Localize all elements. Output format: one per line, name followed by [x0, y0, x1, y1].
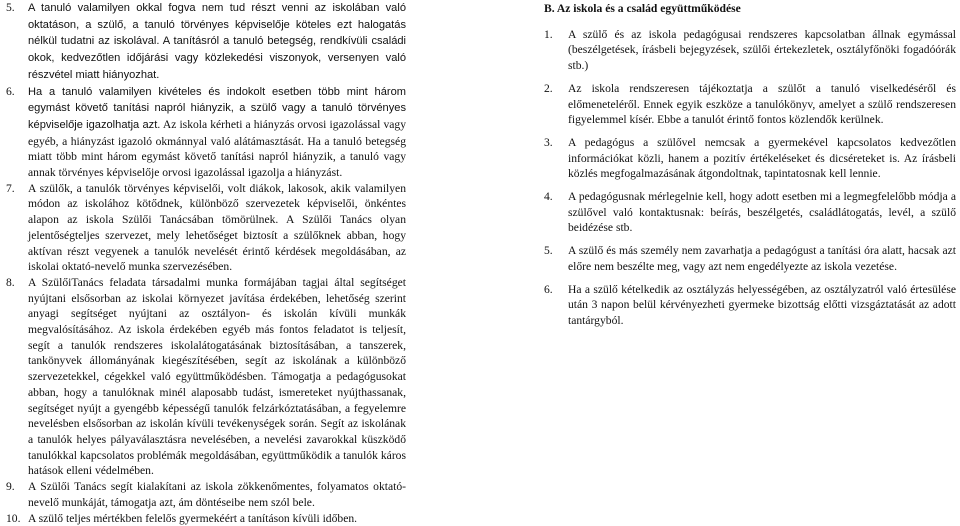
item-number: 5.: [544, 243, 568, 274]
list-item: [544, 27, 956, 74]
item-body: [28, 511, 406, 526]
item-text: Ha a tanuló valamilyen kivételes és indokolt esetben több mint három egymást követő tanítási napról hiányzik, a szülő vagy a tanuló törvényes képviselője igazolhatja azt.: [28, 86, 406, 131]
item-text: A szülő és más személy nem zavarhatja a pedagógust a tanítási óra alatt, hacsak azt előre nem beszélte meg, vagy azt nem engedélyezte az iskola vezetése.: [568, 243, 956, 274]
item-body: [28, 479, 406, 510]
item-number: 6.: [544, 282, 568, 329]
list-item: [6, 479, 406, 510]
list-item: [544, 135, 956, 182]
item-number: 2.: [544, 81, 568, 128]
item-number: 4.: [544, 189, 568, 236]
list-item: [6, 0, 406, 84]
item-text: A pedagógusnak mérlegelnie kell, hogy adott esetben mi a legmegfelelőbb módja a szülővel való kontaktusnak: beírás, beszélgetés, családlátogatás, levél, a szülő beidézése stb.: [568, 189, 956, 236]
item-text: A pedagógus a szülővel nemcsak a gyermekével kapcsolatos kedvezőtlen információkat közli, hanem a pozitív értékeléseket és dicséreteket is. Az írásbeli közlés megfogalmazásának átgondoltnak, tapintatosnak kell lennie.: [568, 135, 956, 182]
item-body: [28, 84, 406, 181]
item-number: 7.: [6, 181, 28, 275]
item-text: Az iskola kérheti a hiányzás orvosi igazolással vagy egyéb, a hiányzást igazoló okmánnyal való alátámasztását. Ha a tanuló betegség miatt több mint három egymást követő tanítási napról hiányzik, a tanuló vagy annak törvényes képviselője orvosi igazolással igazolja a hiányzást.: [28, 118, 406, 179]
item-number: 6.: [6, 84, 28, 181]
list-item: [6, 84, 406, 181]
list-item: [544, 189, 956, 236]
item-text: A tanuló valamilyen okkal fogva nem tud részt venni az iskolában való oktatáson, a szülő, a tanuló törvényes képviselője köteles ezt halogatás nélkül tudatni az iskolával. A tanításról a tanuló betegség, rendkívüli családi okok, kedvezőtlen időjárási vagy közlekedési viszonyok, versenyen való részvétel miatt hiányozhat.: [28, 2, 406, 81]
item-text: A SzülőiTanács feladata társadalmi munka formájában tagjai által segítséget nyújtani elsősorban az iskolai környezet javítása érdekében, lehetőség szerint anyagi segítséget nyújtani az osztályon- és iskolán kívüli munkák megvalósításához. Az iskola érdekében egyéb más fontos feladatot is teljesít, segít a tanulók rendszeres iskolalátogatásának biztosításában, a tanszerek, tankönyvek állományának kiegészítésében, segít az iskolának a különböző szervezetekkel, cégekkel való együttműködésben. Támogatja a pedagógusokat abban, hogy a tanulóknak minél alaposabb tudást, ismereteket nyújthassanak, segítséget nyújt a gyengébb képességű tanulók felzárkóztatásában, a fegyelemre nevelésben elsősorban az iskolán kívüli tevékenységek során. Segít az iskolának a tanulók helyes pályaválasztásra nevelésében, a nevelési zavarokkal küszködő tanulókkal kapcsolatos problémák megoldásában, együttműködik a tanulók káros hatások elleni védelmében.: [28, 276, 406, 477]
item-number: 10.: [6, 511, 28, 526]
list-item: [6, 181, 406, 275]
list-item: [6, 511, 406, 526]
item-number: 3.: [544, 135, 568, 182]
item-number: 9.: [6, 479, 28, 510]
list-item: [544, 243, 956, 274]
list-item: [6, 275, 406, 479]
item-number: 1.: [544, 27, 568, 74]
left-column: [6, 0, 406, 526]
item-number: 8.: [6, 275, 28, 479]
item-body: [28, 181, 406, 275]
item-body: [28, 0, 406, 84]
item-text: Az iskola rendszeresen tájékoztatja a szülőt a tanuló viselkedéséről és előmeneteléről. Ennek egyik eszköze a tanulókönyv, amelyet a szülő rendszeresen figyelemmel kísér. Ebbe a tanulót érintő fontos közlendők kerülnek.: [568, 81, 956, 128]
list-item: [544, 282, 956, 329]
item-body: [28, 275, 406, 479]
item-text: A szülők, a tanulók törvényes képviselői, volt diákok, lakosok, akik valamilyen módon az iskolához kötődnek, különböző szervezetek képviselői, önkéntes alapon az iskola Szülői Tanácsában tömörülnek. A Szülői Tanács olyan jelentőségteljes szervezet, mely lehetőséget biztosít a szülőknek abban, hogy aktívan részt vegyenek a tanulók nevelését érintő kérdések megoldásában, az iskolai oktató-nevelő munka szervezésében.: [28, 182, 406, 274]
item-text: A Szülői Tanács segít kialakítani az iskola zökkenőmentes, folyamatos oktató- nevelő munkáját, támogatja azt, ám döntéseibe nem szól bele.: [28, 480, 406, 509]
item-text: A szülő teljes mértékben felelős gyermekéért a tanításon kívüli időben.: [28, 512, 357, 525]
item-text: Ha a szülő kételkedik az osztályzás helyességében, az osztályzatról való értesülése után 3 napon belül kérvényezheti gyermeke bizottság előtti vizsgáztatását az adott tantárgyból.: [568, 282, 956, 329]
right-column: [544, 1, 956, 336]
item-number: 5.: [6, 0, 28, 84]
list-item: [544, 81, 956, 128]
section-heading: B. Az iskola és a család együttműködése: [544, 1, 956, 17]
item-text: A szülő és az iskola pedagógusai rendszeres kapcsolatban állnak egymással (beszélgetések, írásbeli bejegyzések, szülői értekezletek, osztályfőnöki fogadóórák stb.): [568, 27, 956, 74]
